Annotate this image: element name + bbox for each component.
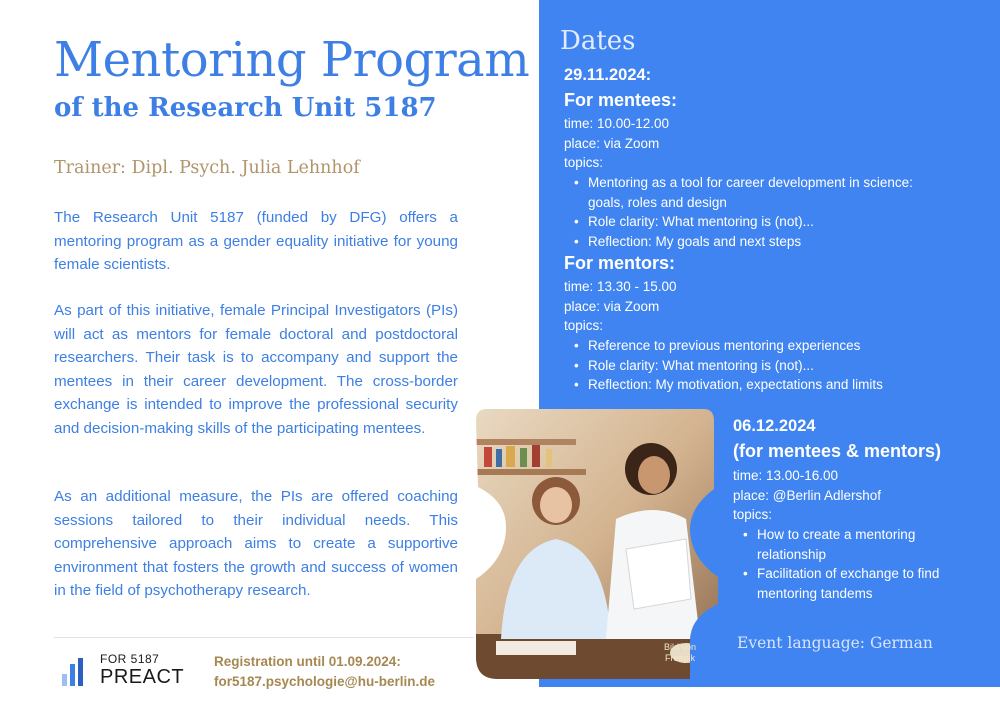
list-item: • Reference to previous mentoring experiences [574, 338, 861, 353]
mentors-place: place: via Zoom [564, 298, 660, 314]
registration-info [214, 652, 435, 692]
session2-date: 06.12.2024 [733, 417, 816, 435]
mentees-place: place: via Zoom [564, 135, 660, 151]
mentors-info [564, 277, 677, 336]
list-item: • How to create a mentoring [743, 527, 916, 542]
photo-credit: Bild von Freepik [664, 642, 697, 663]
list-item-continuation: mentoring tandems [757, 585, 873, 601]
trainer-name: Trainer: Dipl. Psych. Julia Lehnhof [54, 158, 360, 178]
mentees-heading: For mentees: [564, 90, 678, 110]
session2-topics-list [735, 525, 939, 603]
mentoring-photo [476, 409, 718, 679]
list-item: • Mentoring as a tool for career development in science: [574, 175, 913, 190]
page-title: Mentoring Program [54, 32, 530, 88]
list-item-continuation: relationship [757, 546, 827, 562]
page-subtitle: of the Research Unit 5187 [54, 93, 437, 123]
mentees-topics-label: topics: [564, 155, 604, 170]
mentors-topics-label: topics: [564, 318, 604, 333]
session2-place: place: @Berlin Adlershof [733, 487, 882, 503]
logo-name: PREACT [100, 666, 185, 688]
list-item: • Role clarity: What mentoring is (not)... [574, 214, 814, 229]
list-item: • Reflection: My goals and next steps [574, 233, 802, 249]
registration-email[interactable]: for5187.psychologie@hu-berlin.de [214, 674, 435, 689]
logo-for-number: FOR 5187 [100, 652, 160, 666]
session1-date: 29.11.2024: [564, 66, 652, 84]
mentees-time: time: 10.00-12.00 [564, 116, 670, 131]
registration-deadline: Registration until 01.09.2024: [214, 654, 401, 669]
preact-logo [62, 650, 192, 690]
initiative-paragraph: As part of this initiative, female Principal Investigators (PIs) will act as mentors for female doctoral and postdoctoral researchers. Their task is to accompany and support the mentees in their career development. The cross-border exchange is intended to improve the professional security and decision-making skills of the participating mentees. [54, 302, 458, 437]
footer-divider [54, 637, 474, 638]
list-item: • Reflection: My motivation, expectations and limits [574, 377, 883, 392]
mentors-time: time: 13.30 - 15.00 [564, 279, 677, 294]
intro-paragraph: The Research Unit 5187 (funded by DFG) offers a mentoring program as a gender equality initiative for young female scientists. [54, 209, 458, 273]
mentees-info [564, 114, 669, 173]
event-language: Event language: German [737, 634, 933, 652]
dates-heading: Dates [560, 26, 636, 56]
session2-topics-label: topics: [733, 507, 773, 522]
mentors-topics-list [566, 336, 883, 395]
list-item: • Facilitation of exchange to find [743, 566, 940, 581]
logo-bars-icon [62, 656, 92, 686]
session2-audience: (for mentees & mentors) [733, 441, 942, 461]
mentors-heading: For mentors: [564, 253, 676, 273]
list-item: • Role clarity: What mentoring is (not)... [574, 357, 814, 373]
coaching-paragraph: As an additional measure, the PIs are offered coaching sessions tailored to their individual needs. This comprehensive approach aims to create a supportive environment that fosters the growth and success of women in the field of psychotherapy research. [54, 488, 458, 599]
mentees-topics-list [566, 173, 913, 251]
session2-time: time: 13.00-16.00 [733, 468, 839, 483]
list-item-continuation: goals, roles and design [588, 194, 727, 210]
session2-info [733, 466, 881, 525]
